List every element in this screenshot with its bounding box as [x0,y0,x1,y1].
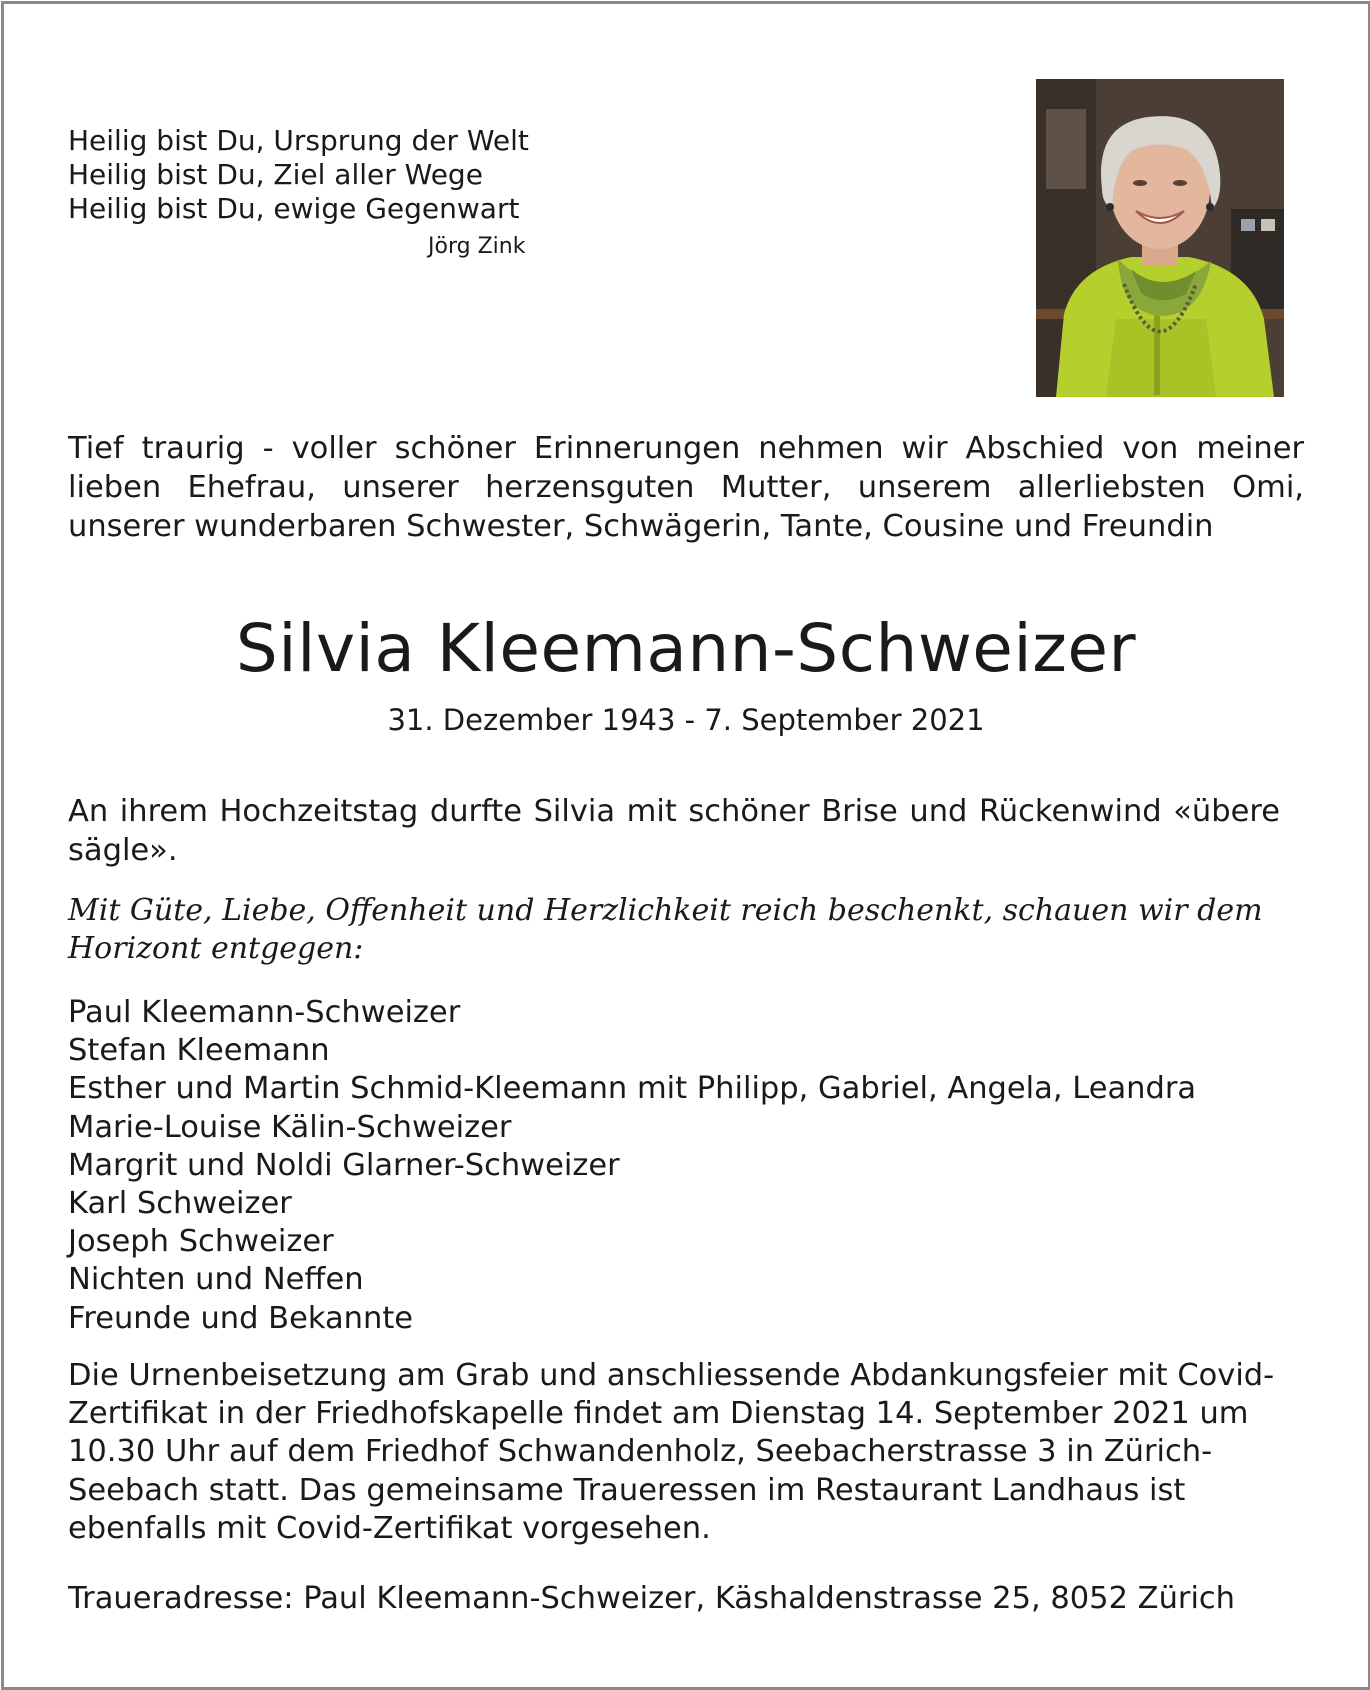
poem [68,124,529,226]
list-item: Margrit und Noldi Glarner-Schweizer [68,1147,620,1183]
list-item: Stefan Kleemann [68,1033,330,1069]
list-item: Karl Schweizer [68,1186,292,1222]
list-item: Joseph Schweizer [68,1224,334,1260]
list-item: Nichten und Neffen [68,1262,364,1298]
mourning-address: Traueradresse: Paul Kleemann-Schweizer, Käshaldenstrasse 25, 8052 Zürich [68,1581,1236,1616]
poem-line: Heilig bist Du, ewige Gegenwart [68,192,520,225]
notice-frame [1,1,1370,1690]
motto-text: Mit Güte, Liebe, Offenheit und Herzlichkeit reich beschenkt, schauen wir dem Horizont entgegen: [68,893,1263,966]
portrait-illustration [1036,79,1284,397]
deceased-name: Silvia Kleemann-Schweizer [235,610,1137,687]
wedding-text: An ihrem Hochzeitstag durfte Silvia mit schöner Brise und Rückenwind «übere sägle». [68,794,1280,868]
poem-line: Heilig bist Du, Ziel aller Wege [68,158,483,191]
intro-text: Tief traurig - voller schöner Erinnerungen nehmen wir Abschied von meiner lieben Ehefrau, unserer herzensguten Mutter, unserem allerliebsten Omi, unserer wunderbaren Schwester, Schwägerin, Tante, Cousine und Freundin [68,431,1304,544]
obituary-notice [4,4,1368,1687]
list-item: Paul Kleemann-Schweizer [68,995,461,1030]
mourners-list [68,994,1196,1338]
list-item: Marie-Louise Kälin-Schweizer [68,1109,512,1145]
poem-author: Jörg Zink [428,234,526,259]
poem-line: Heilig bist Du, Ursprung der Welt [68,124,529,157]
list-item: Esther und Martin Schmid-Kleemann mit Philipp, Gabriel, Angela, Leandra [68,1071,1197,1107]
portrait-photo [1036,79,1284,397]
list-item: Freunde und Bekannte [68,1300,414,1336]
ceremony-text: Die Urnenbeisetzung am Grab und anschliessende Abdankungsfeier mit Covid-Zertifikat in der Friedhofskapelle findet am Dienstag 14. September 2021 um 10.30 Uhr auf dem Friedhof Schwandenholz, Seebacherstrasse 3 in Zürich-Seebach statt. Das gemeinsame Traueressen im Restaurant Landhaus ist ebenfalls mit Covid-Zertifikat vorgesehen. [68,1358,1275,1546]
life-dates: 31. Dezember 1943 - 7. September 2021 [387,703,985,737]
